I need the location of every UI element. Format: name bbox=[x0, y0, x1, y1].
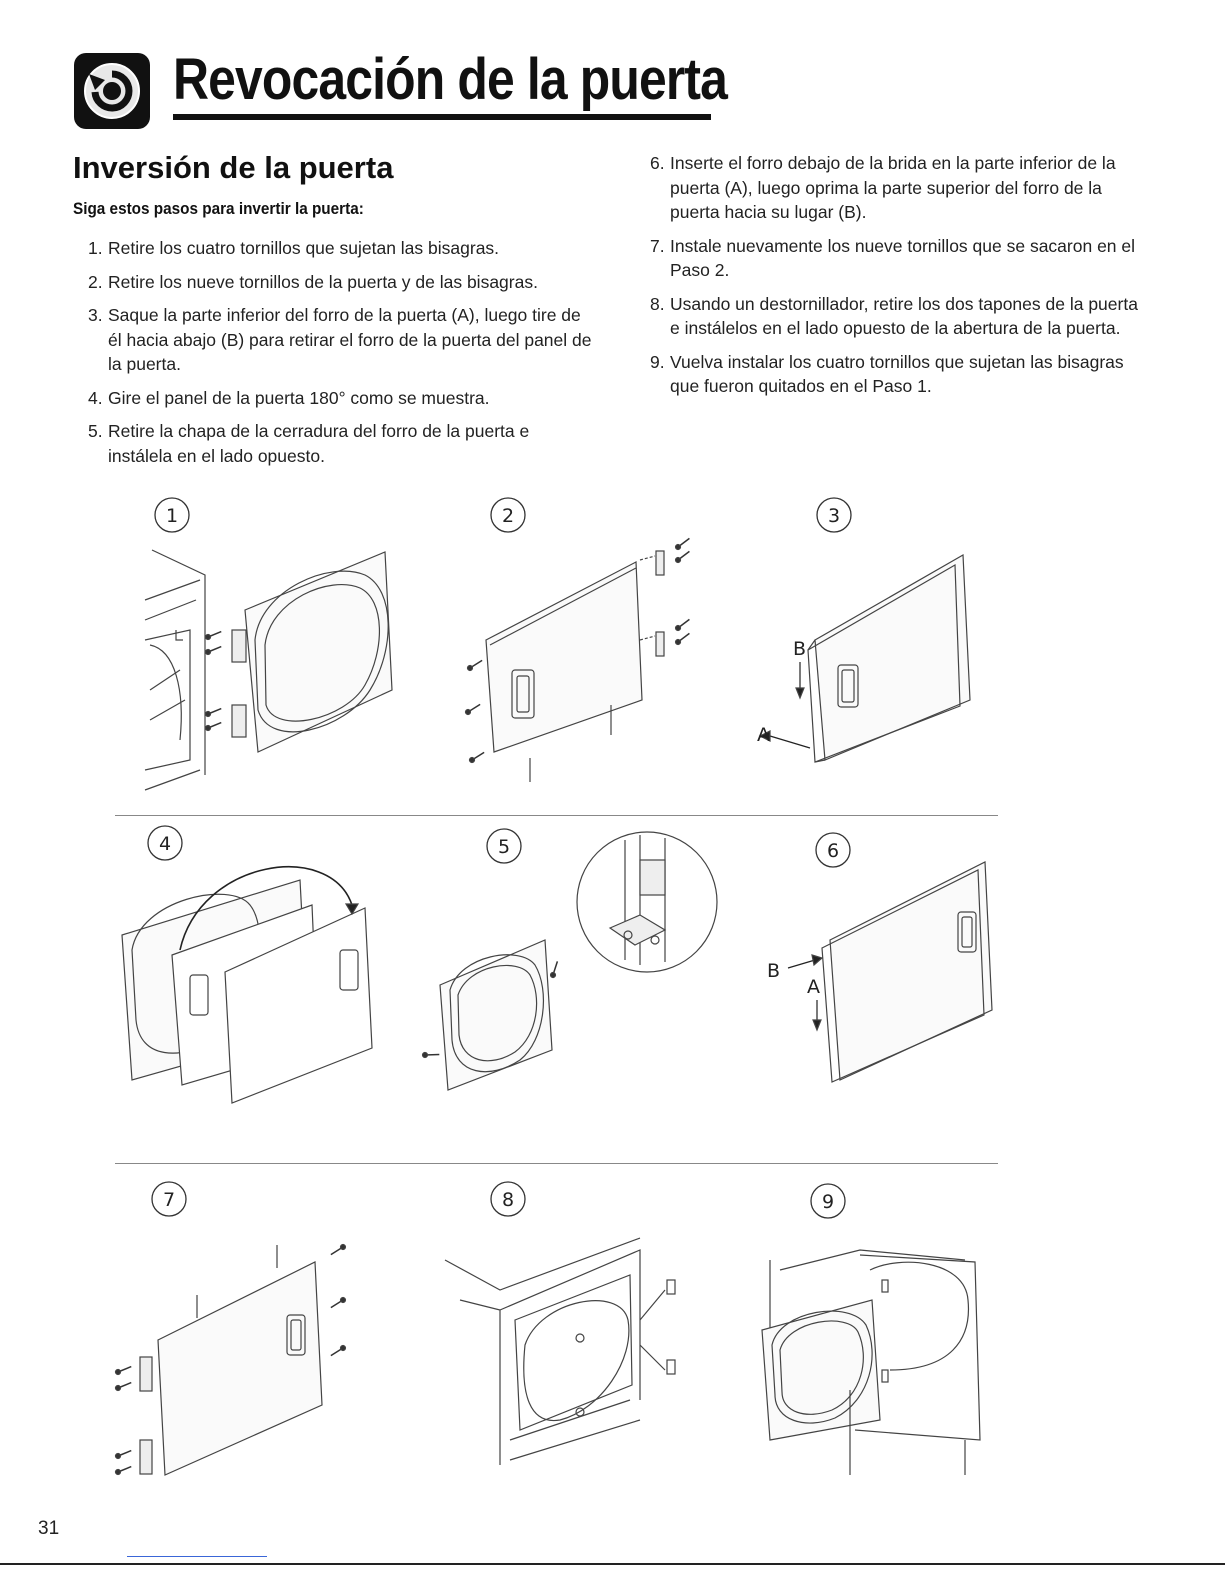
figure-number-1 bbox=[155, 498, 189, 532]
svg-text:7: 7 bbox=[162, 1189, 176, 1211]
figure-number-5 bbox=[487, 829, 521, 863]
figure-number-3 bbox=[817, 498, 851, 532]
svg-text:5: 5 bbox=[497, 836, 511, 858]
figure-7-illustration bbox=[115, 1244, 346, 1475]
svg-text:9: 9 bbox=[821, 1191, 835, 1213]
footer-rule bbox=[0, 1563, 1225, 1565]
step-item: 8. Usando un destornillador, retire los dos tapones de la puerta e instálelos en el lado opuesto de la abertura de la puerta. bbox=[650, 293, 1138, 338]
svg-text:4: 4 bbox=[158, 833, 172, 855]
svg-text:1: 1 bbox=[165, 505, 179, 527]
page-number: 31 bbox=[38, 1518, 60, 1539]
svg-text:6: 6 bbox=[826, 840, 840, 862]
figure-1-illustration bbox=[145, 550, 392, 790]
footer-link-underline bbox=[127, 1556, 267, 1557]
figure-number-6 bbox=[816, 833, 850, 867]
step-item: 5. Retire la chapa de la cerradura del forro de la puerta e instálela en el lado opuesto. bbox=[88, 421, 530, 466]
label-b: B bbox=[767, 960, 781, 982]
step-item: 3. Saque la parte inferior del forro de la puerta (A), luego tire de él hacia abajo (B) para retirar el forro de la puerta del panel de la puerta. bbox=[88, 305, 592, 374]
figure-number-4 bbox=[148, 826, 182, 860]
figure-4-illustration bbox=[122, 867, 372, 1103]
figure-6-illustration bbox=[788, 862, 992, 1082]
step-item: 6. Inserte el forro debajo de la brida en la parte inferior de la puerta (A), luego oprima la parte superior del forro de la puerta hacia su lugar (B). bbox=[650, 153, 1116, 222]
figure-5-illustration bbox=[422, 832, 717, 1090]
step-item: 2. Retire los nueve tornillos de la puerta y de las bisagras. bbox=[88, 271, 538, 292]
step-item: 9. Vuelva instalar los cuatro tornillos que sujetan las bisagras que fueron quitados en el Paso 1. bbox=[650, 351, 1124, 396]
figure-3-illustration bbox=[760, 555, 970, 762]
label-a: A bbox=[757, 724, 770, 746]
step-item: 7. Instale nuevamente los nueve tornillos que se sacaron en el Paso 2. bbox=[650, 235, 1136, 280]
svg-text:2: 2 bbox=[501, 505, 515, 527]
svg-text:8: 8 bbox=[501, 1189, 515, 1211]
svg-text:3: 3 bbox=[827, 505, 841, 527]
figure-9-illustration bbox=[762, 1250, 980, 1475]
step-item: 4. Gire el panel de la puerta 180° como se muestra. bbox=[88, 387, 490, 408]
section-title: Inversión de la puerta bbox=[73, 150, 394, 185]
figure-2-illustration bbox=[465, 538, 692, 782]
figure-number-2 bbox=[491, 498, 525, 532]
figure-number-7 bbox=[152, 1182, 186, 1216]
label-b: B bbox=[793, 638, 807, 660]
page-title: Revocación de la puerta bbox=[173, 47, 728, 112]
figure-number-8 bbox=[491, 1182, 525, 1216]
figure-number-9 bbox=[811, 1184, 845, 1218]
section-subtitle: Siga estos pasos para invertir la puerta: bbox=[73, 199, 364, 218]
step-item: 1. Retire los cuatro tornillos que sujetan las bisagras. bbox=[88, 238, 500, 258]
figure-8-illustration bbox=[445, 1238, 675, 1465]
label-a: A bbox=[807, 976, 820, 998]
